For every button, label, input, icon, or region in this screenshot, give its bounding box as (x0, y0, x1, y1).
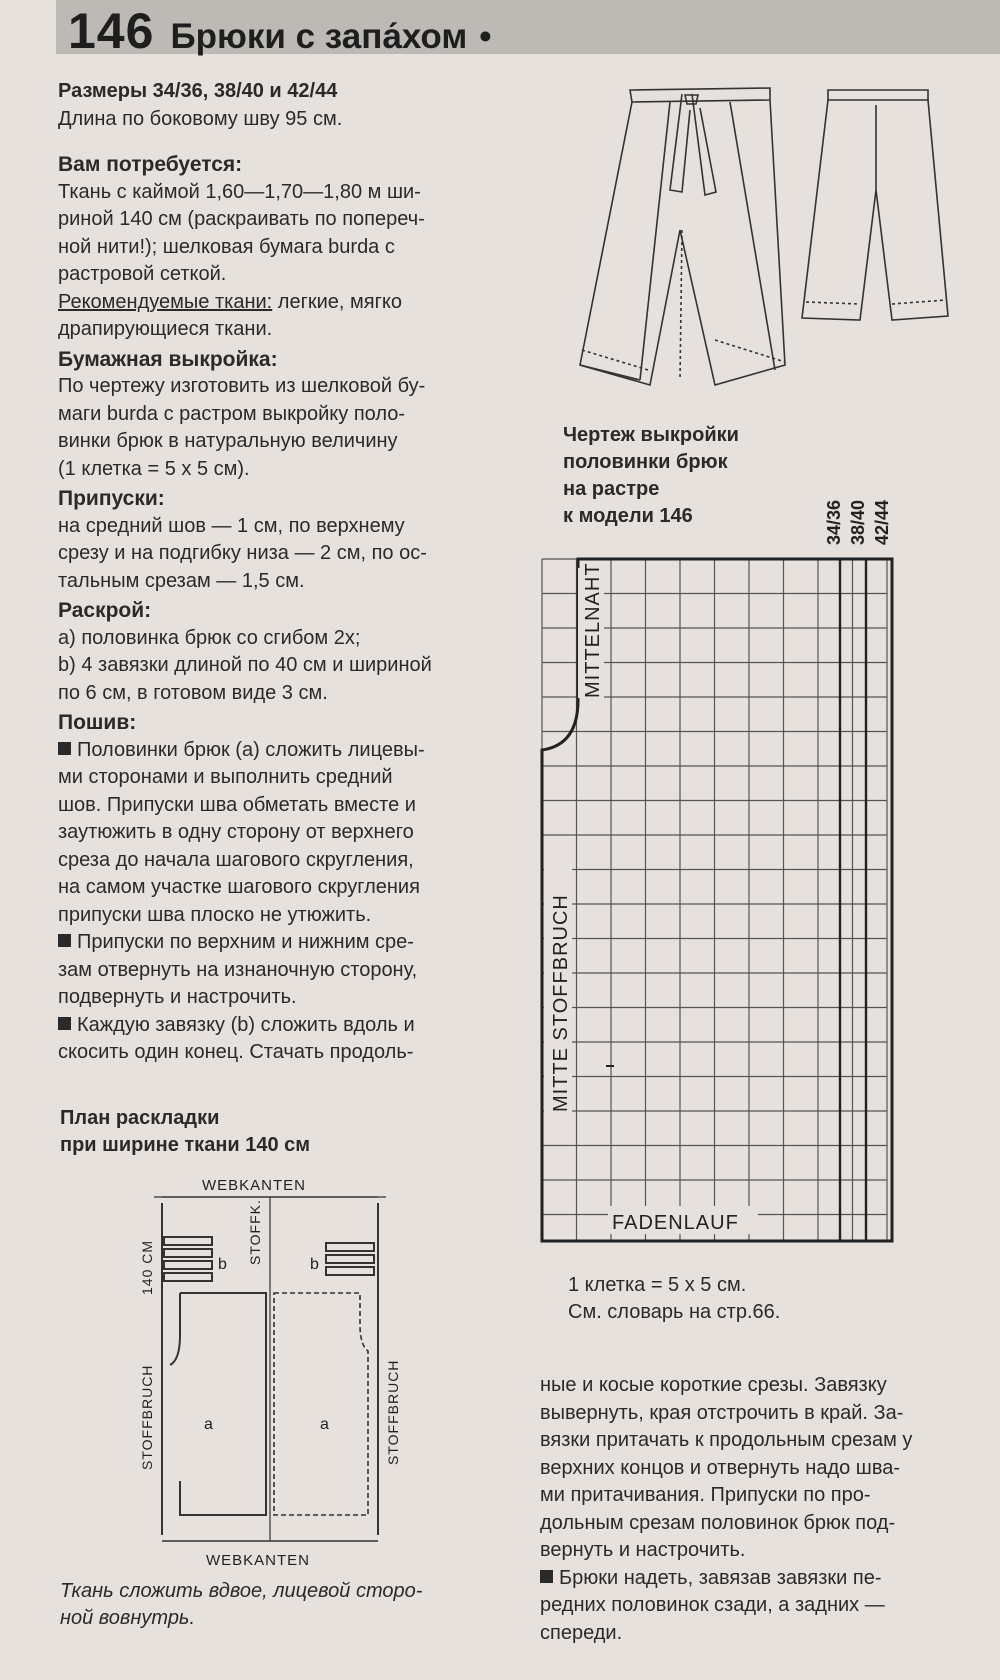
text-line: маги burda с растром выкройку поло- (58, 402, 406, 425)
size-label-38-40: 38/40 (848, 499, 868, 545)
text-line: Каждую завязку (b) сложить вдоль и (58, 1012, 490, 1040)
text-line: Ткань с каймой 1,60—1,70—1,80 м ши- (58, 180, 421, 203)
text-line: дольным срезам половинок брюк под- (540, 1511, 896, 1534)
text-line: зам отвернуть на изнаночную сторону, (58, 958, 418, 981)
note-line: Ткань сложить вдвое, лицевой сторо- (60, 1580, 423, 1602)
paper-pattern-text (58, 373, 490, 483)
trousers-sketch (570, 80, 970, 400)
continued-text (540, 1372, 972, 1647)
text-line: скосить один конец. Стачать продоль- (58, 1041, 414, 1063)
piece-b-left-label: b (218, 1256, 227, 1273)
materials-heading: Вам потребуется: (58, 153, 243, 176)
sewing-heading: Пошив: (58, 711, 137, 734)
text-line: ные и косые короткие срезы. Завязку (540, 1374, 887, 1396)
piece-a-left-label: a (204, 1416, 213, 1433)
instructions-column (58, 78, 490, 1067)
text-line: ми сторонами и выполнить средний (58, 766, 393, 788)
title-bullet: • (479, 17, 492, 56)
layout-note (60, 1578, 492, 1632)
recommended-line (58, 289, 490, 317)
allowances-heading: Припуски: (58, 487, 165, 510)
bullet-square-icon (540, 1570, 553, 1583)
text-line: вернуть и настрочить. (540, 1539, 746, 1561)
caption-line: Чертеж выкройки (563, 424, 739, 446)
stoffbruch-right-label: STOFFBRUCH (385, 1359, 401, 1465)
text-line: Припуски по верхним и нижним сре- (58, 929, 490, 957)
text-line: тальным срезам — 1,5 см. (58, 569, 305, 592)
bullet-square-icon (58, 1017, 71, 1030)
caption-line: половинки брюк (563, 451, 728, 473)
text-line: припуски шва плоско не утюжить. (58, 903, 372, 926)
cutting-text (58, 625, 490, 708)
size-label-42-44: 42/44 (872, 499, 892, 545)
text-line: верхних концов и отвернуть надо шва- (540, 1456, 901, 1479)
recommended-label: Рекомендуемые ткани: (58, 290, 273, 313)
text-line: винки брюк в натуральную величину (58, 430, 398, 452)
size-label-34-36: 34/36 (824, 499, 844, 545)
materials-text (58, 179, 490, 344)
piece-b-right-label: b (310, 1256, 319, 1273)
bullet-square-icon (58, 742, 71, 755)
sizes-title: Размеры 34/36, 38/40 и 42/44 (58, 80, 338, 102)
caption-line: при ширине ткани 140 см (60, 1134, 311, 1156)
recommended-text: легкие, мягко (272, 290, 402, 313)
stoffk-label: STOFFK. (247, 1199, 263, 1265)
caption-line: План раскладки (60, 1107, 220, 1129)
text-line: по 6 см, в готовом виде 3 см. (58, 681, 328, 704)
text-line: подвернуть и настрочить. (58, 986, 297, 1008)
text-line: спереди. (540, 1621, 623, 1644)
text-line: риной 140 см (раскраивать по попереч- (58, 208, 425, 230)
width-label: 140 CM (139, 1239, 155, 1295)
model-number: 146 (68, 3, 155, 59)
mitte-stoffbruch-label: MITTE STOFFBRUCH (550, 894, 572, 1112)
text-line: вывернуть, края отстрочить в край. За- (540, 1401, 904, 1424)
text-line: Брюки надеть, завязав завязки пе- (540, 1565, 972, 1593)
note-line: 1 клетка = 5 х 5 см. (568, 1274, 747, 1296)
text-line: драпирующиеся ткани. (58, 318, 273, 340)
text-line: на самом участке шагового скругления (58, 876, 420, 898)
stoffbruch-left-label: STOFFBRUCH (139, 1364, 155, 1470)
text-line: a) половинка брюк со сгибом 2х; (58, 626, 361, 649)
text-line: ми притачивания. Припуски по про- (540, 1484, 871, 1506)
piece-a-right-label: a (320, 1416, 329, 1433)
text-line: растровой сеткой. (58, 263, 227, 285)
text-line: вязки притачать к продольным срезам у (540, 1429, 913, 1451)
webkanten-top-label: WEBKANTEN (202, 1177, 307, 1194)
text-line: ной нити!); шелковая бумага burda с (58, 235, 395, 258)
mittelnaht-label: MITTELNAHT (582, 562, 604, 698)
text-line: среза до начала шагового скругления, (58, 848, 414, 871)
text-line: на средний шов — 1 см, по верхнему (58, 514, 405, 537)
cutting-heading: Раскрой: (58, 599, 152, 622)
text-line: заутюжить в одну сторону от верхнего (58, 821, 414, 843)
sizes-length: Длина по боковому шву 95 см. (58, 107, 343, 130)
text-line: шов. Припуски шва обметать вместе и (58, 793, 416, 816)
note-line: ной вовнутрь. (60, 1607, 196, 1629)
fadenlauf-label: FADENLAUF (612, 1212, 739, 1234)
pattern-grid-drawing (540, 460, 920, 1260)
paper-pattern-heading: Бумажная выкройка: (58, 347, 278, 371)
note-line: См. словарь на стр.66. (568, 1301, 781, 1323)
grid-note (568, 1272, 888, 1326)
caption-line: на растре (563, 478, 660, 500)
caption-line: к модели 146 (563, 505, 693, 527)
bullet-square-icon (58, 934, 71, 947)
text-line: По чертежу изготовить из шелковой бу- (58, 375, 426, 397)
model-title: Брюки с запа́хом (170, 17, 468, 56)
sewing-text (58, 737, 490, 1067)
allowances-text (58, 513, 490, 596)
page-title (68, 2, 492, 59)
text-line: b) 4 завязки длиной по 40 см и шириной (58, 654, 432, 676)
layout-caption (60, 1105, 420, 1159)
layout-plan-drawing (130, 1175, 430, 1570)
text-line: редних половинок сзади, а задних — (540, 1594, 885, 1616)
text-line: срезу и на подгибку низа — 2 см, по ос- (58, 542, 427, 564)
text-line: (1 клетка = 5 х 5 см). (58, 457, 250, 480)
text-line: Половинки брюк (а) сложить лицевы- (58, 737, 490, 765)
webkanten-bottom-label: WEBKANTEN (206, 1552, 311, 1569)
